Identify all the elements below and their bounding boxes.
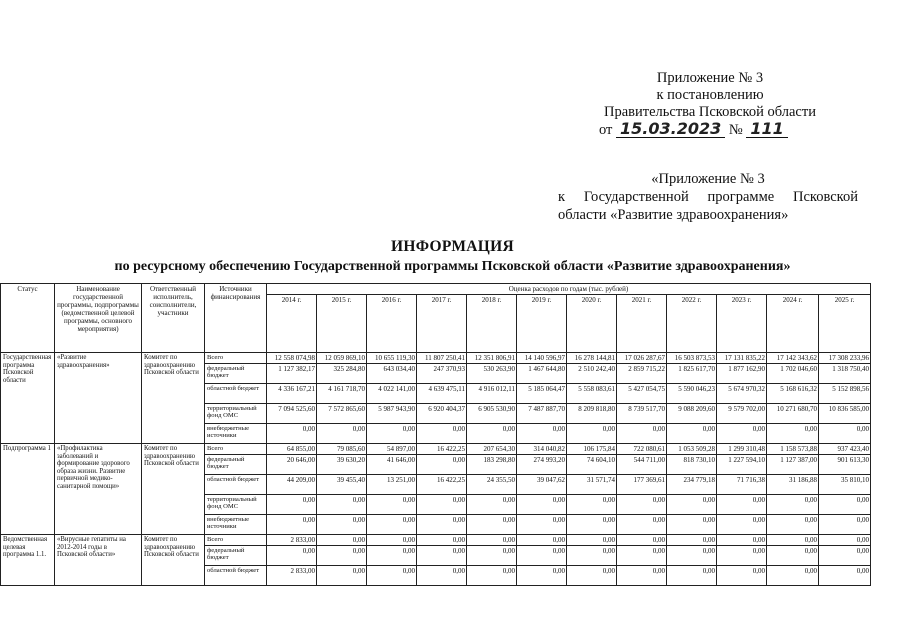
word: к [558,189,566,205]
amount-cell: 0,00 [717,495,767,515]
amount-cell: 31 571,74 [567,475,617,495]
amount-cell: 35 810,10 [819,475,871,495]
amount-cell: 0,00 [267,495,317,515]
amount-cell: 0,00 [417,424,467,444]
amount-cell: 0,00 [767,546,819,566]
source-cell: областной бюджет [205,475,267,495]
row-status-cell: Ведомственная целевая программа 1.1. [1,535,55,586]
amount-cell: 0,00 [467,424,517,444]
amount-cell: 207 654,30 [467,444,517,455]
amount-cell: 0,00 [417,566,467,586]
row-responsible-cell: Комитет по здравоохранению Псковской области [142,353,205,444]
amount-cell: 1 053 509,28 [667,444,717,455]
row-name-cell: «Вирусные гепатиты на 2012-2014 годы в Псковской области» [55,535,142,586]
appendix-line-justified [558,188,858,206]
amount-cell: 0,00 [667,535,717,546]
source-cell: федеральный бюджет [205,546,267,566]
amount-cell: 39 630,20 [317,455,367,475]
amount-cell: 0,00 [517,546,567,566]
amount-cell: 9 088 209,60 [667,404,717,424]
amount-cell: 0,00 [267,546,317,566]
table-row [1,444,871,455]
amount-cell: 31 186,88 [767,475,819,495]
amount-cell: 0,00 [517,535,567,546]
amount-cell: 2 833,00 [267,566,317,586]
amount-cell: 0,00 [767,515,819,535]
header-sources: Источники финансирования [205,284,267,353]
amount-cell: 0,00 [767,495,819,515]
amount-cell: 106 175,84 [567,444,617,455]
amount-cell: 0,00 [367,495,417,515]
amount-cell: 1 825 617,70 [667,364,717,384]
header-status: Статус [1,284,55,353]
appendix-line: Правительства Псковской области [604,104,816,120]
amount-cell: 71 716,38 [717,475,767,495]
year-header: 2015 г. [317,295,367,353]
amount-cell: 1 127 382,17 [267,364,317,384]
amount-cell: 7 487 887,70 [517,404,567,424]
amount-cell: 2 833,00 [267,535,317,546]
year-header: 2022 г. [667,295,717,353]
year-header: 2025 г. [819,295,871,353]
amount-cell: 0,00 [667,495,717,515]
amount-cell: 44 209,00 [267,475,317,495]
year-header: 2017 г. [417,295,467,353]
amount-cell: 10 836 585,00 [819,404,871,424]
amount-cell: 0,00 [819,424,871,444]
amount-cell: 1 318 750,40 [819,364,871,384]
amount-cell: 0,00 [819,566,871,586]
word: Псковской [793,189,858,205]
amount-cell: 16 278 144,81 [567,353,617,364]
amount-cell: 1 158 573,88 [767,444,819,455]
year-header: 2023 г. [717,295,767,353]
amount-cell: 0,00 [417,546,467,566]
amount-cell: 0,00 [567,495,617,515]
amount-cell: 325 284,80 [317,364,367,384]
source-cell: территориальный фонд ОМС [205,404,267,424]
amount-cell: 1 877 162,90 [717,364,767,384]
amount-cell: 0,00 [567,546,617,566]
amount-cell: 13 251,00 [367,475,417,495]
amount-cell: 0,00 [467,546,517,566]
amount-cell: 0,00 [367,546,417,566]
amount-cell: 0,00 [317,515,367,535]
amount-cell: 39 047,62 [517,475,567,495]
year-header: 2014 г. [267,295,317,353]
amount-cell: 5 674 970,32 [717,384,767,404]
amount-cell: 0,00 [617,546,667,566]
source-cell: Всего [205,444,267,455]
amount-cell: 5 590 046,23 [667,384,717,404]
year-header: 2016 г. [367,295,417,353]
amount-cell: 24 355,50 [467,475,517,495]
amount-cell: 9 579 702,00 [717,404,767,424]
amount-cell: 20 646,00 [267,455,317,475]
source-cell: Всего [205,535,267,546]
decree-date-line [585,121,835,139]
amount-cell: 0,00 [367,515,417,535]
amount-cell: 1 127 387,00 [767,455,819,475]
amount-cell: 0,00 [567,515,617,535]
amount-cell: 0,00 [667,566,717,586]
resource-table [0,283,871,586]
amount-cell: 0,00 [417,495,467,515]
amount-cell: 818 730,10 [667,455,717,475]
amount-cell: 5 427 054,75 [617,384,667,404]
amount-cell: 1 702 046,60 [767,364,819,384]
amount-cell: 7 572 865,60 [317,404,367,424]
amount-cell: 0,00 [317,495,367,515]
amount-cell: 12 351 806,91 [467,353,517,364]
amount-cell: 0,00 [267,424,317,444]
amount-cell: 0,00 [667,515,717,535]
row-status-cell: Государственная программа Псковской области [1,353,55,444]
amount-cell: 0,00 [717,566,767,586]
amount-cell: 6 905 530,90 [467,404,517,424]
row-responsible-cell: Комитет по здравоохранению Псковской области [142,444,205,535]
amount-cell: 937 423,40 [819,444,871,455]
amount-cell: 16 422,25 [417,444,467,455]
row-status-cell: Подпрограмма 1 [1,444,55,535]
amount-cell: 5 168 616,32 [767,384,819,404]
amount-cell: 0,00 [367,535,417,546]
amount-cell: 6 920 404,37 [417,404,467,424]
amount-cell: 74 604,10 [567,455,617,475]
amount-cell: 0,00 [667,424,717,444]
table-body [1,353,871,586]
amount-cell: 0,00 [617,535,667,546]
table-row [1,353,871,364]
word: программе [707,189,775,205]
source-cell: федеральный бюджет [205,455,267,475]
amount-cell: 0,00 [567,535,617,546]
amount-cell: 5 558 083,61 [567,384,617,404]
table-header [1,284,871,353]
amount-cell: 0,00 [819,515,871,535]
header-estimate: Оценка расходов по годам (тыс. рублей) [267,284,871,295]
from-label: от [599,122,613,138]
amount-cell: 0,00 [367,424,417,444]
appendix-heading [585,70,835,139]
amount-cell: 0,00 [717,515,767,535]
amount-cell: 5 152 898,56 [819,384,871,404]
handwritten-date: 15.03.2023 [616,121,725,138]
amount-cell: 0,00 [517,424,567,444]
amount-cell: 0,00 [517,495,567,515]
amount-cell: 12 059 869,10 [317,353,367,364]
amount-cell: 5 185 064,47 [517,384,567,404]
amount-cell: 0,00 [567,566,617,586]
amount-cell: 0,00 [467,566,517,586]
amount-cell: 0,00 [417,455,467,475]
amount-cell: 16 503 873,53 [667,353,717,364]
amount-cell: 4 639 475,11 [417,384,467,404]
amount-cell: 544 711,00 [617,455,667,475]
amount-cell: 4 161 718,70 [317,384,367,404]
amount-cell: 0,00 [367,566,417,586]
amount-cell: 314 040,82 [517,444,567,455]
amount-cell: 0,00 [617,566,667,586]
table-row [1,535,871,546]
amount-cell: 8 209 818,80 [567,404,617,424]
year-header: 2018 г. [467,295,517,353]
amount-cell: 0,00 [317,546,367,566]
source-cell: внебюджетные источники [205,515,267,535]
amount-cell: 64 855,00 [267,444,317,455]
amount-cell: 0,00 [317,566,367,586]
amount-cell: 247 370,93 [417,364,467,384]
amount-cell: 643 034,40 [367,364,417,384]
amount-cell: 722 080,61 [617,444,667,455]
amount-cell: 1 227 594,10 [717,455,767,475]
amount-cell: 4 336 167,21 [267,384,317,404]
amount-cell: 39 455,40 [317,475,367,495]
row-responsible-cell: Комитет по здравоохранению Псковской области [142,535,205,586]
amount-cell: 4 916 012,11 [467,384,517,404]
amount-cell: 0,00 [717,535,767,546]
amount-cell: 0,00 [267,515,317,535]
amount-cell: 12 558 074,98 [267,353,317,364]
amount-cell: 0,00 [467,515,517,535]
amount-cell: 0,00 [617,495,667,515]
page-cut-edge [0,630,905,640]
source-cell: территориальный фонд ОМС [205,495,267,515]
amount-cell: 0,00 [767,535,819,546]
amount-cell: 7 094 525,60 [267,404,317,424]
amount-cell: 0,00 [617,424,667,444]
document-subtitle: по ресурсному обеспечению Государственной программы Псковской области «Развитие здравоохранения» [114,259,791,274]
header-responsible: Ответственный исполнитель, соисполнители, участники [142,284,205,353]
amount-cell: 14 140 596,97 [517,353,567,364]
amount-cell: 0,00 [717,424,767,444]
amount-cell: 177 369,61 [617,475,667,495]
amount-cell: 16 422,25 [417,475,467,495]
number-sign: № [728,122,743,138]
amount-cell: 17 131 835,22 [717,353,767,364]
appendix-line: Приложение № 3 [656,70,764,86]
amount-cell: 530 263,90 [467,364,517,384]
amount-cell: 0,00 [317,424,367,444]
amount-cell: 0,00 [517,566,567,586]
amount-cell: 79 085,60 [317,444,367,455]
amount-cell: 4 022 141,00 [367,384,417,404]
amount-cell: 10 271 680,70 [767,404,819,424]
amount-cell: 17 308 233,96 [819,353,871,364]
amount-cell: 8 739 517,70 [617,404,667,424]
year-header: 2021 г. [617,295,667,353]
amount-cell: 274 993,20 [517,455,567,475]
source-cell: областной бюджет [205,566,267,586]
source-cell: областной бюджет [205,384,267,404]
handwritten-number: 111 [746,121,787,138]
word: Государственной [583,189,689,205]
amount-cell: 0,00 [667,546,717,566]
source-cell: Всего [205,353,267,364]
amount-cell: 5 987 943,90 [367,404,417,424]
amount-cell: 183 298,80 [467,455,517,475]
amount-cell: 41 646,00 [367,455,417,475]
year-header: 2024 г. [767,295,819,353]
amount-cell: 0,00 [819,495,871,515]
amount-cell: 0,00 [567,424,617,444]
amount-cell: 2 510 242,40 [567,364,617,384]
amount-cell: 17 026 287,67 [617,353,667,364]
amount-cell: 0,00 [467,535,517,546]
amount-cell: 17 142 343,62 [767,353,819,364]
source-cell: федеральный бюджет [205,364,267,384]
year-header: 2020 г. [567,295,617,353]
header-name: Наименование государственной программы, подпрограммы (ведомственной целевой программы, основного мероприятия) [55,284,142,353]
source-cell: внебюджетные источники [205,424,267,444]
amount-cell: 0,00 [317,535,367,546]
amount-cell: 11 807 250,41 [417,353,467,364]
row-name-cell: «Профилактика заболеваний и формирование здорового образа жизни. Развитие первичной медико-санитарной помощи» [55,444,142,535]
amount-cell: 0,00 [417,515,467,535]
amount-cell: 234 779,18 [667,475,717,495]
amount-cell: 0,00 [819,535,871,546]
amount-cell: 0,00 [767,566,819,586]
row-name-cell: «Развитие здравоохранения» [55,353,142,444]
program-appendix-heading [558,170,858,224]
amount-cell: 901 613,30 [819,455,871,475]
amount-cell: 0,00 [819,546,871,566]
amount-cell: 0,00 [467,495,517,515]
appendix-line: области «Развитие здравоохранения» [558,207,789,223]
amount-cell: 0,00 [717,546,767,566]
amount-cell: 54 897,00 [367,444,417,455]
amount-cell: 0,00 [617,515,667,535]
appendix-line: к постановлению [656,87,764,103]
amount-cell: 0,00 [517,515,567,535]
amount-cell: 1 467 644,80 [517,364,567,384]
appendix-line: «Приложение № 3 [651,171,765,187]
amount-cell: 10 655 119,30 [367,353,417,364]
document-title: ИНФОРМАЦИЯ [391,238,514,255]
amount-cell: 2 859 715,22 [617,364,667,384]
amount-cell: 1 299 310,48 [717,444,767,455]
year-header: 2019 г. [517,295,567,353]
amount-cell: 0,00 [417,535,467,546]
amount-cell: 0,00 [767,424,819,444]
